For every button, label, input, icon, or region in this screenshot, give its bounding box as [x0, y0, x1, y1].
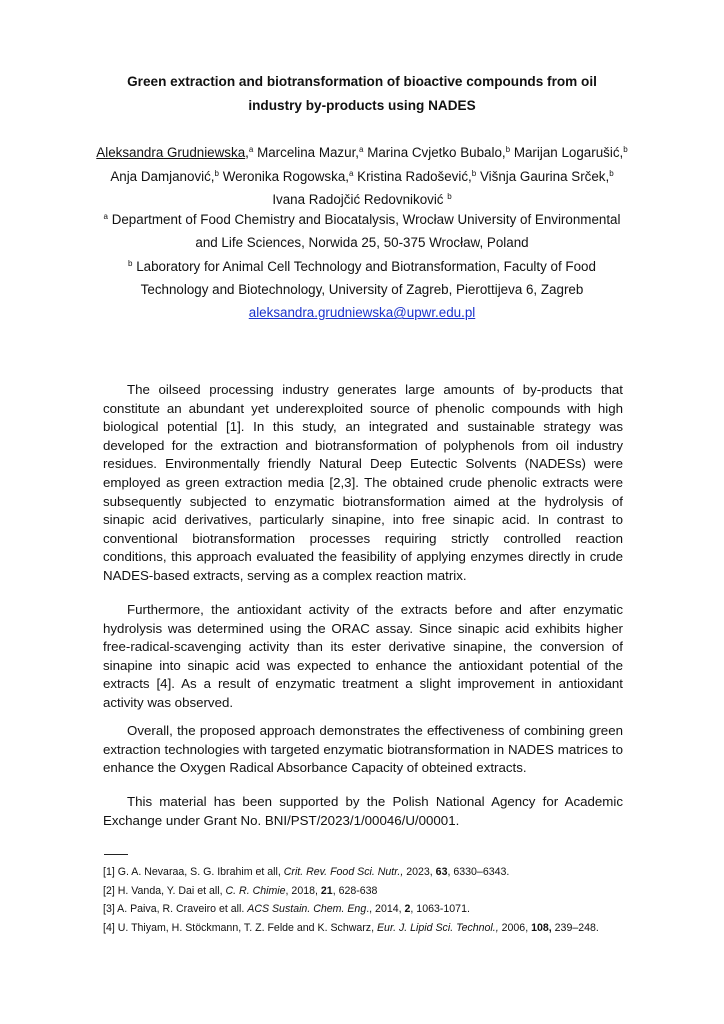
footnote-divider [104, 854, 128, 855]
affil-marker: b [505, 145, 511, 154]
affil-marker: b [447, 192, 452, 201]
affil-marker: a [248, 145, 254, 154]
abstract-paragraph-3: Overall, the proposed approach demonstrates the effectiveness of combining green extraction technologies with targeted enzymatic biotransformation in NADES matrices to enhance the Oxygen Radical Absorbance Capacity of obteined extracts. [103, 723, 623, 776]
reference-list [103, 863, 643, 938]
author: Marina Cvjetko Bubalo, [363, 145, 506, 160]
author-list: Aleksandra Grudniewska,$^a$ Marcelina Mazur,$^a$ Marina Cvjetko Bubalo,$^b$ Marijan Logarušić,$^b$ Anja Damjanović,$^b$ Weronika Rogowska,$^a$ Kristina Radošević,$^b$ Višnja Gaurina Srček,$^b$ Ivana Radojčić Redovniković $^b$ [96, 145, 628, 207]
affil-marker: b [609, 168, 614, 178]
reference-item: [3] A. Paiva, R. Craveiro et all. ACS Sustain. Chem. Eng., 2014, 2, 1063-1071. [103, 903, 470, 916]
affil-marker: b [214, 168, 219, 178]
title-line-1: Green extraction and biotransformation of bioactive compounds from oil [127, 74, 597, 89]
reference-item: [4] U. Thiyam, H. Stöckmann, T. Z. Felde and K. Schwarz, Eur. J. Lipid Sci. Technol., 2006, 108, 239–248. [103, 922, 599, 935]
affil-marker: a [348, 168, 354, 178]
affil-marker: a [359, 145, 364, 154]
affiliation-a: $^a$ Department of Food Chemistry and Biocatalysis, Wrocław University of Environmental and Life Sciences, Norwida 25, 50-375 Wrocław, Poland [103, 212, 621, 251]
author: Anja Damjanović, [110, 168, 215, 184]
email-link[interactable]: aleksandra.grudniewska@upwr.edu.pl [248, 305, 476, 321]
paper-title [80, 70, 644, 118]
affiliation-b: $^b$ Laboratory for Animal Cell Technology and Biotransformation, Faculty of Food Technology and Biotechnology, University of Zagreb, Pierottijeva 6, Zagreb [128, 258, 596, 297]
affiliations [95, 208, 629, 324]
author: Kristina Radošević, [353, 168, 472, 184]
author: Višnja Gaurina Srček, [476, 168, 610, 184]
abstract-paragraph-1: The oilseed processing industry generates large amounts of by-products that constitute an abundant yet underexploited source of phenolic compounds with high biological potential [1]. In this study, an integrated and sustainable strategy was developed for the extraction and biotransformation of polyphenols from oil industry residues. Environmentally friendly Natural Deep Eutectic Solvents (NADESs) were employed as green extraction media [2,3]. The obtained crude phenolic extracts were subsequently subjected to enzymatic biotransformation aimed at the hydrolysis of sinapic acid derivatives, particularly sinapine, into free sinapic acid. In contrast to conventional biotransformation processes requiring strictly controlled reaction conditions, this approach evaluated the feasibility of applying enzymes directly in crude NADES-based extracts, serving as a complex reaction matrix. [103, 382, 623, 583]
abstract-paragraph-2: Furthermore, the antioxidant activity of the extracts before and after enzymatic hydrolysis was determined using the ORAC assay. Since sinapic acid exhibits higher free-radical-scavenging activity than its ester derivative sinapine, the conversion of sinapine into sinapic acid was expected to enhance the antioxidant potential of the extracts [4]. As a result of enzymatic treatment a slight improvement in antioxidant activity was observed. [103, 602, 623, 710]
author: Marijan Logarušić, [510, 145, 624, 160]
affil-marker: b [471, 168, 477, 178]
reference-item: [2] H. Vanda, Y. Dai et all, C. R. Chimie, 2018, 21, 628-638 [103, 884, 378, 897]
title-line-2: industry by-products using NADES [248, 98, 476, 113]
reference-item: [1] G. A. Nevaraa, S. G. Ibrahim et all, Crit. Rev. Food Sci. Nutr., 2023, 63, 6330–6343. [103, 866, 510, 878]
affil-marker: b [623, 145, 628, 154]
author: Ivana Radojčić Redovniković [272, 192, 448, 207]
author: Weronika Rogowska, [218, 168, 349, 184]
acknowledgement-paragraph: This material has been supported by the Polish National Agency for Academic Exchange under Grant No. BNI/PST/2023/1/00046/U/00001. [103, 794, 623, 828]
author: Marcelina Mazur, [253, 145, 360, 160]
presenting-author: Aleksandra Grudniewska [96, 145, 246, 160]
